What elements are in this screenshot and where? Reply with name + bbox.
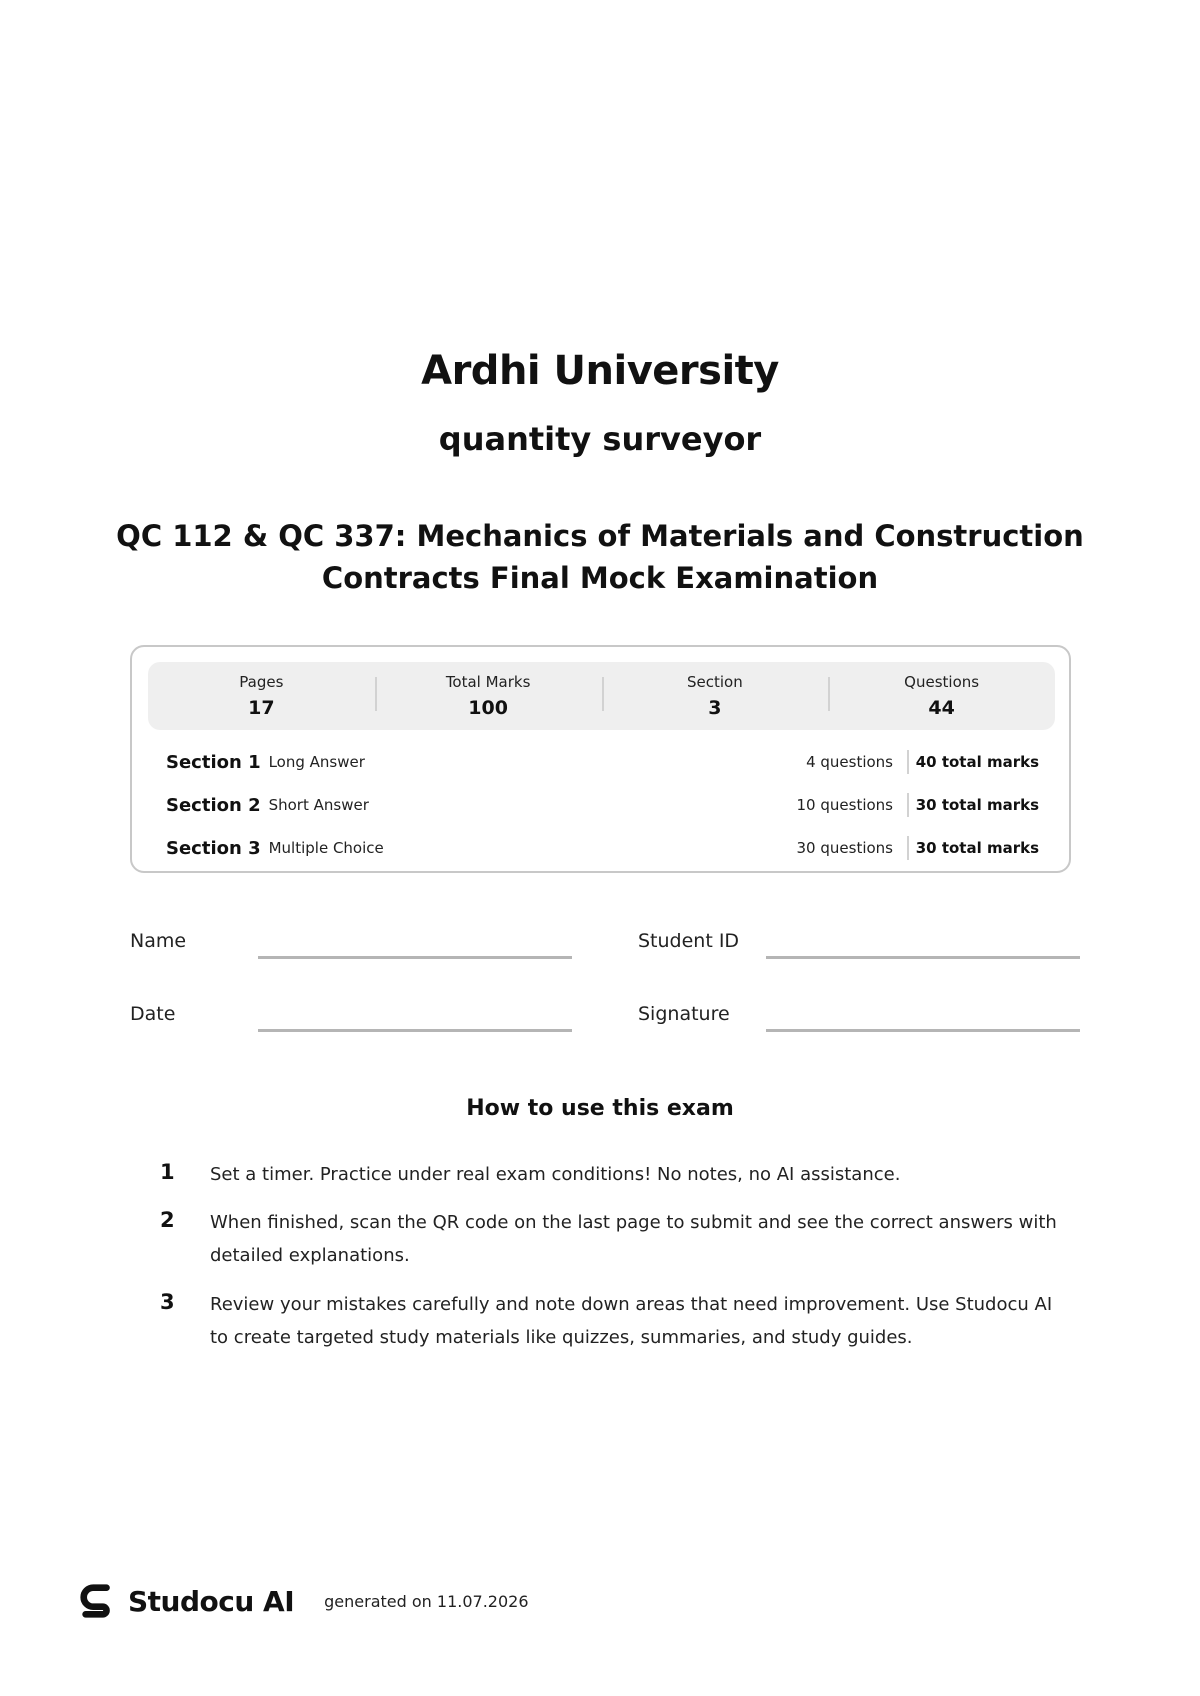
step-text: When finished, scan the QR code on the last page to submit and see the correct answers with detailed explanations. [210, 1212, 1057, 1266]
step-number: 3 [160, 1290, 175, 1314]
signature-label: Signature [638, 1003, 730, 1025]
instruction-step-1 [160, 1158, 1060, 1191]
stat-value: 100 [468, 697, 508, 719]
studocu-logo-icon [78, 1582, 116, 1620]
student-id-label: Student ID [638, 930, 740, 952]
exam-title-line-2: Contracts Final Mock Examination [321, 561, 879, 595]
stat-pages [148, 673, 375, 719]
exam-title-line-1: QC 112 & QC 337: Mechanics of Materials and Construction [116, 519, 1084, 553]
signature-field[interactable] [766, 1029, 1080, 1032]
stat-value: 44 [928, 697, 955, 719]
instruction-step-3 [160, 1288, 1060, 1354]
stat-questions [828, 673, 1055, 719]
section-questions: 10 questions [796, 796, 893, 814]
section-name: Section 3 [166, 837, 261, 859]
student-id-field[interactable] [766, 956, 1080, 959]
generated-date: generated on 11.07.2026 [324, 1591, 529, 1611]
section-marks: 30 total marks [915, 796, 1039, 814]
step-number: 2 [160, 1208, 175, 1232]
footer [78, 1582, 529, 1620]
stat-value: 17 [248, 697, 275, 719]
exam-stats-bar [148, 662, 1055, 730]
section-marks: 30 total marks [915, 839, 1039, 857]
section-name: Section 1 [166, 751, 261, 773]
step-number: 1 [160, 1160, 175, 1184]
name-field[interactable] [258, 956, 572, 959]
section-questions: 4 questions [806, 753, 893, 771]
instruction-step-2 [160, 1206, 1060, 1272]
stat-total-marks [375, 673, 602, 719]
name-label: Name [130, 930, 187, 952]
stat-label: Questions [904, 673, 980, 691]
step-text: Review your mistakes carefully and note down areas that need improvement. Use Studocu AI to create targeted study materials like quizzes, summaries, and study guides. [210, 1294, 1053, 1348]
date-label: Date [130, 1003, 176, 1025]
instructions-heading: How to use this exam [466, 1096, 734, 1121]
section-row-1 [166, 747, 1039, 777]
exam-summary-box [130, 645, 1071, 873]
section-questions: 30 questions [796, 839, 893, 857]
step-text: Set a timer. Practice under real exam conditions! No notes, no AI assistance. [210, 1164, 901, 1185]
section-type: Short Answer [268, 796, 369, 814]
stat-label: Pages [239, 673, 284, 691]
stat-label: Section [687, 673, 743, 691]
stat-section [602, 673, 829, 719]
section-type: Long Answer [268, 753, 365, 771]
exam-title [100, 515, 1100, 599]
brand-name: Studocu AI [128, 1584, 295, 1618]
section-type: Multiple Choice [268, 839, 384, 857]
section-marks: 40 total marks [915, 753, 1039, 771]
stat-label: Total Marks [445, 673, 531, 691]
university-name: Ardhi University [421, 348, 779, 394]
section-name: Section 2 [166, 794, 261, 816]
stat-value: 3 [708, 697, 722, 719]
date-field[interactable] [258, 1029, 572, 1032]
section-row-3 [166, 833, 1039, 863]
section-row-2 [166, 790, 1039, 820]
program-name: quantity surveyor [438, 420, 762, 458]
